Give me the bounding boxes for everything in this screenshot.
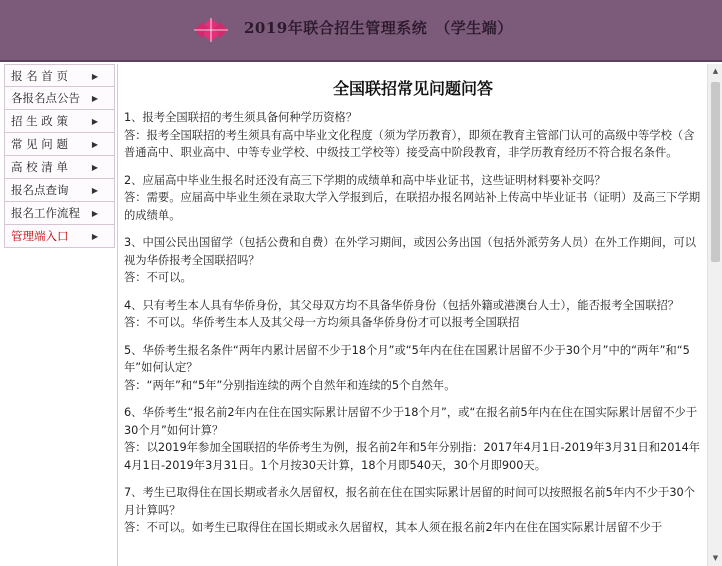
page-title: 全国联招常见问题问答 [332, 79, 493, 98]
arrow-right-icon: ▶ [91, 186, 98, 195]
sidebar-item-universities[interactable] [4, 156, 115, 179]
sidebar-item-label: 各报名点公告 [11, 91, 80, 105]
arrow-right-icon: ▶ [91, 94, 98, 103]
sidebar-item-label: 高 校 清 单 [11, 160, 68, 174]
faq-answer: 答：不可以。华侨考生本人及其父母一方均须具备华侨身份才可以报考全国联招 [124, 316, 520, 329]
sidebar-item-label: 常 见 问 题 [11, 137, 68, 151]
faq-question: 3、中国公民出国留学（包括公费和自费）在外学习期间，或因公务出国（包括外派劳务人员）在外工作期间，可以视为华侨报考全国联招吗？ [124, 236, 697, 267]
sidebar-item-label: 报名工作流程 [11, 206, 80, 220]
faq-answer: 答：不可以。 [124, 271, 192, 284]
sidebar-item-announcements[interactable] [4, 87, 115, 110]
sidebar-item-label: 报 名 首 页 [11, 69, 68, 83]
faq-answer: 答：报考全国联招的考生须具有高中毕业文化程度（须为学历教育），即须在教育主管部门认可的高级中等学校（含普通高中、职业高中、中等专业学校、中级技工学校等）接受高中阶段教育，非学历教育经历不符合报名条件。 [124, 128, 695, 159]
sidebar-item-label: 招 生 政 策 [11, 114, 68, 128]
arrow-right-icon: ▶ [91, 232, 98, 241]
faq-answer: 答：“两年”和“5年”分别指连续的两个自然年和连续的5个自然年。 [124, 378, 456, 392]
sidebar-item-admin-entry[interactable] [4, 225, 115, 248]
faq-question: 7、考生已取得住在国长期或者永久居留权，报名前在住在国实际累计居留的时间可以按照报名前5年内不少于30个月计算吗？ [124, 486, 696, 517]
faq-item [118, 484, 708, 537]
sidebar-item-faq[interactable] [4, 133, 115, 156]
faq-item [118, 234, 708, 287]
faq-item [118, 297, 708, 332]
faq-question: 6、华侨考生“报名前2年内在住在国实际累计居留不少于18个月”，或“在报名前5年内在住在国实际累计居留不少于30个月”如何计算？ [124, 406, 698, 437]
faq-answer: 答：不可以。如考生已取得住在国长期或永久居留权，其本人须在报名前2年内在住在国实际累计居留不少于 [124, 521, 663, 534]
faq-item [118, 342, 708, 395]
app-title: 2019年联合招生管理系统 （学生端） [244, 19, 513, 37]
arrow-right-icon: ▶ [91, 72, 98, 81]
scroll-up-icon[interactable]: ▲ [712, 67, 719, 75]
faq-answer: 答：需要。应届高中毕业生须在录取大学入学报到后，在联招办报名网站补上传高中毕业证书（证明）及高三下学期的成绩单。 [124, 191, 701, 222]
sidebar-item-workflow[interactable] [4, 202, 115, 225]
arrow-right-icon: ▶ [91, 140, 98, 149]
faq-question: 2、应届高中毕业生报名时还没有高三下学期的成绩单和高中毕业证书，这些证明材料要补交吗？ [124, 173, 606, 187]
sidebar-item-label: 报名点查询 [11, 183, 69, 197]
arrow-right-icon: ▶ [91, 117, 98, 126]
app-header [0, 0, 722, 62]
faq-answer: 答：以2019年参加全国联招的华侨考生为例，报名前2年和5年分别指：2017年4月1日-2019年3月31日和2014年4月1日-2019年3月31日。1个月按30天计算，18个月即540天，30个月即900天。 [124, 441, 701, 472]
faq-item [118, 172, 708, 225]
scroll-down-icon[interactable]: ▼ [712, 554, 719, 562]
arrow-right-icon: ▶ [91, 209, 98, 218]
sidebar-item-label: 管理端入口 [11, 229, 69, 243]
faq-content [117, 64, 708, 566]
arrow-right-icon: ▶ [91, 163, 98, 172]
sidebar-item-policy[interactable] [4, 110, 115, 133]
faq-item [118, 404, 708, 474]
scrollbar-thumb[interactable] [711, 82, 720, 262]
sidebar-nav [4, 64, 115, 248]
faq-question: 4、只有考生本人具有华侨身份，其父母双方均不具备华侨身份（包括外籍或港澳台人士），能否报考全国联招？ [124, 298, 680, 312]
faq-question: 5、华侨考生报名条件“两年内累计居留不少于18个月”或“5年内在住在国累计居留不少于30个月”中的“两年”和“5年”如何认定？ [124, 343, 690, 374]
vertical-scrollbar[interactable] [707, 64, 722, 566]
faq-item [118, 109, 708, 162]
sidebar-item-home[interactable] [4, 64, 115, 87]
faq-question: 1、报考全国联招的考生须具备何种学历资格？ [124, 111, 358, 124]
diamond-flower-logo [193, 17, 229, 43]
sidebar-item-site-query[interactable] [4, 179, 115, 202]
